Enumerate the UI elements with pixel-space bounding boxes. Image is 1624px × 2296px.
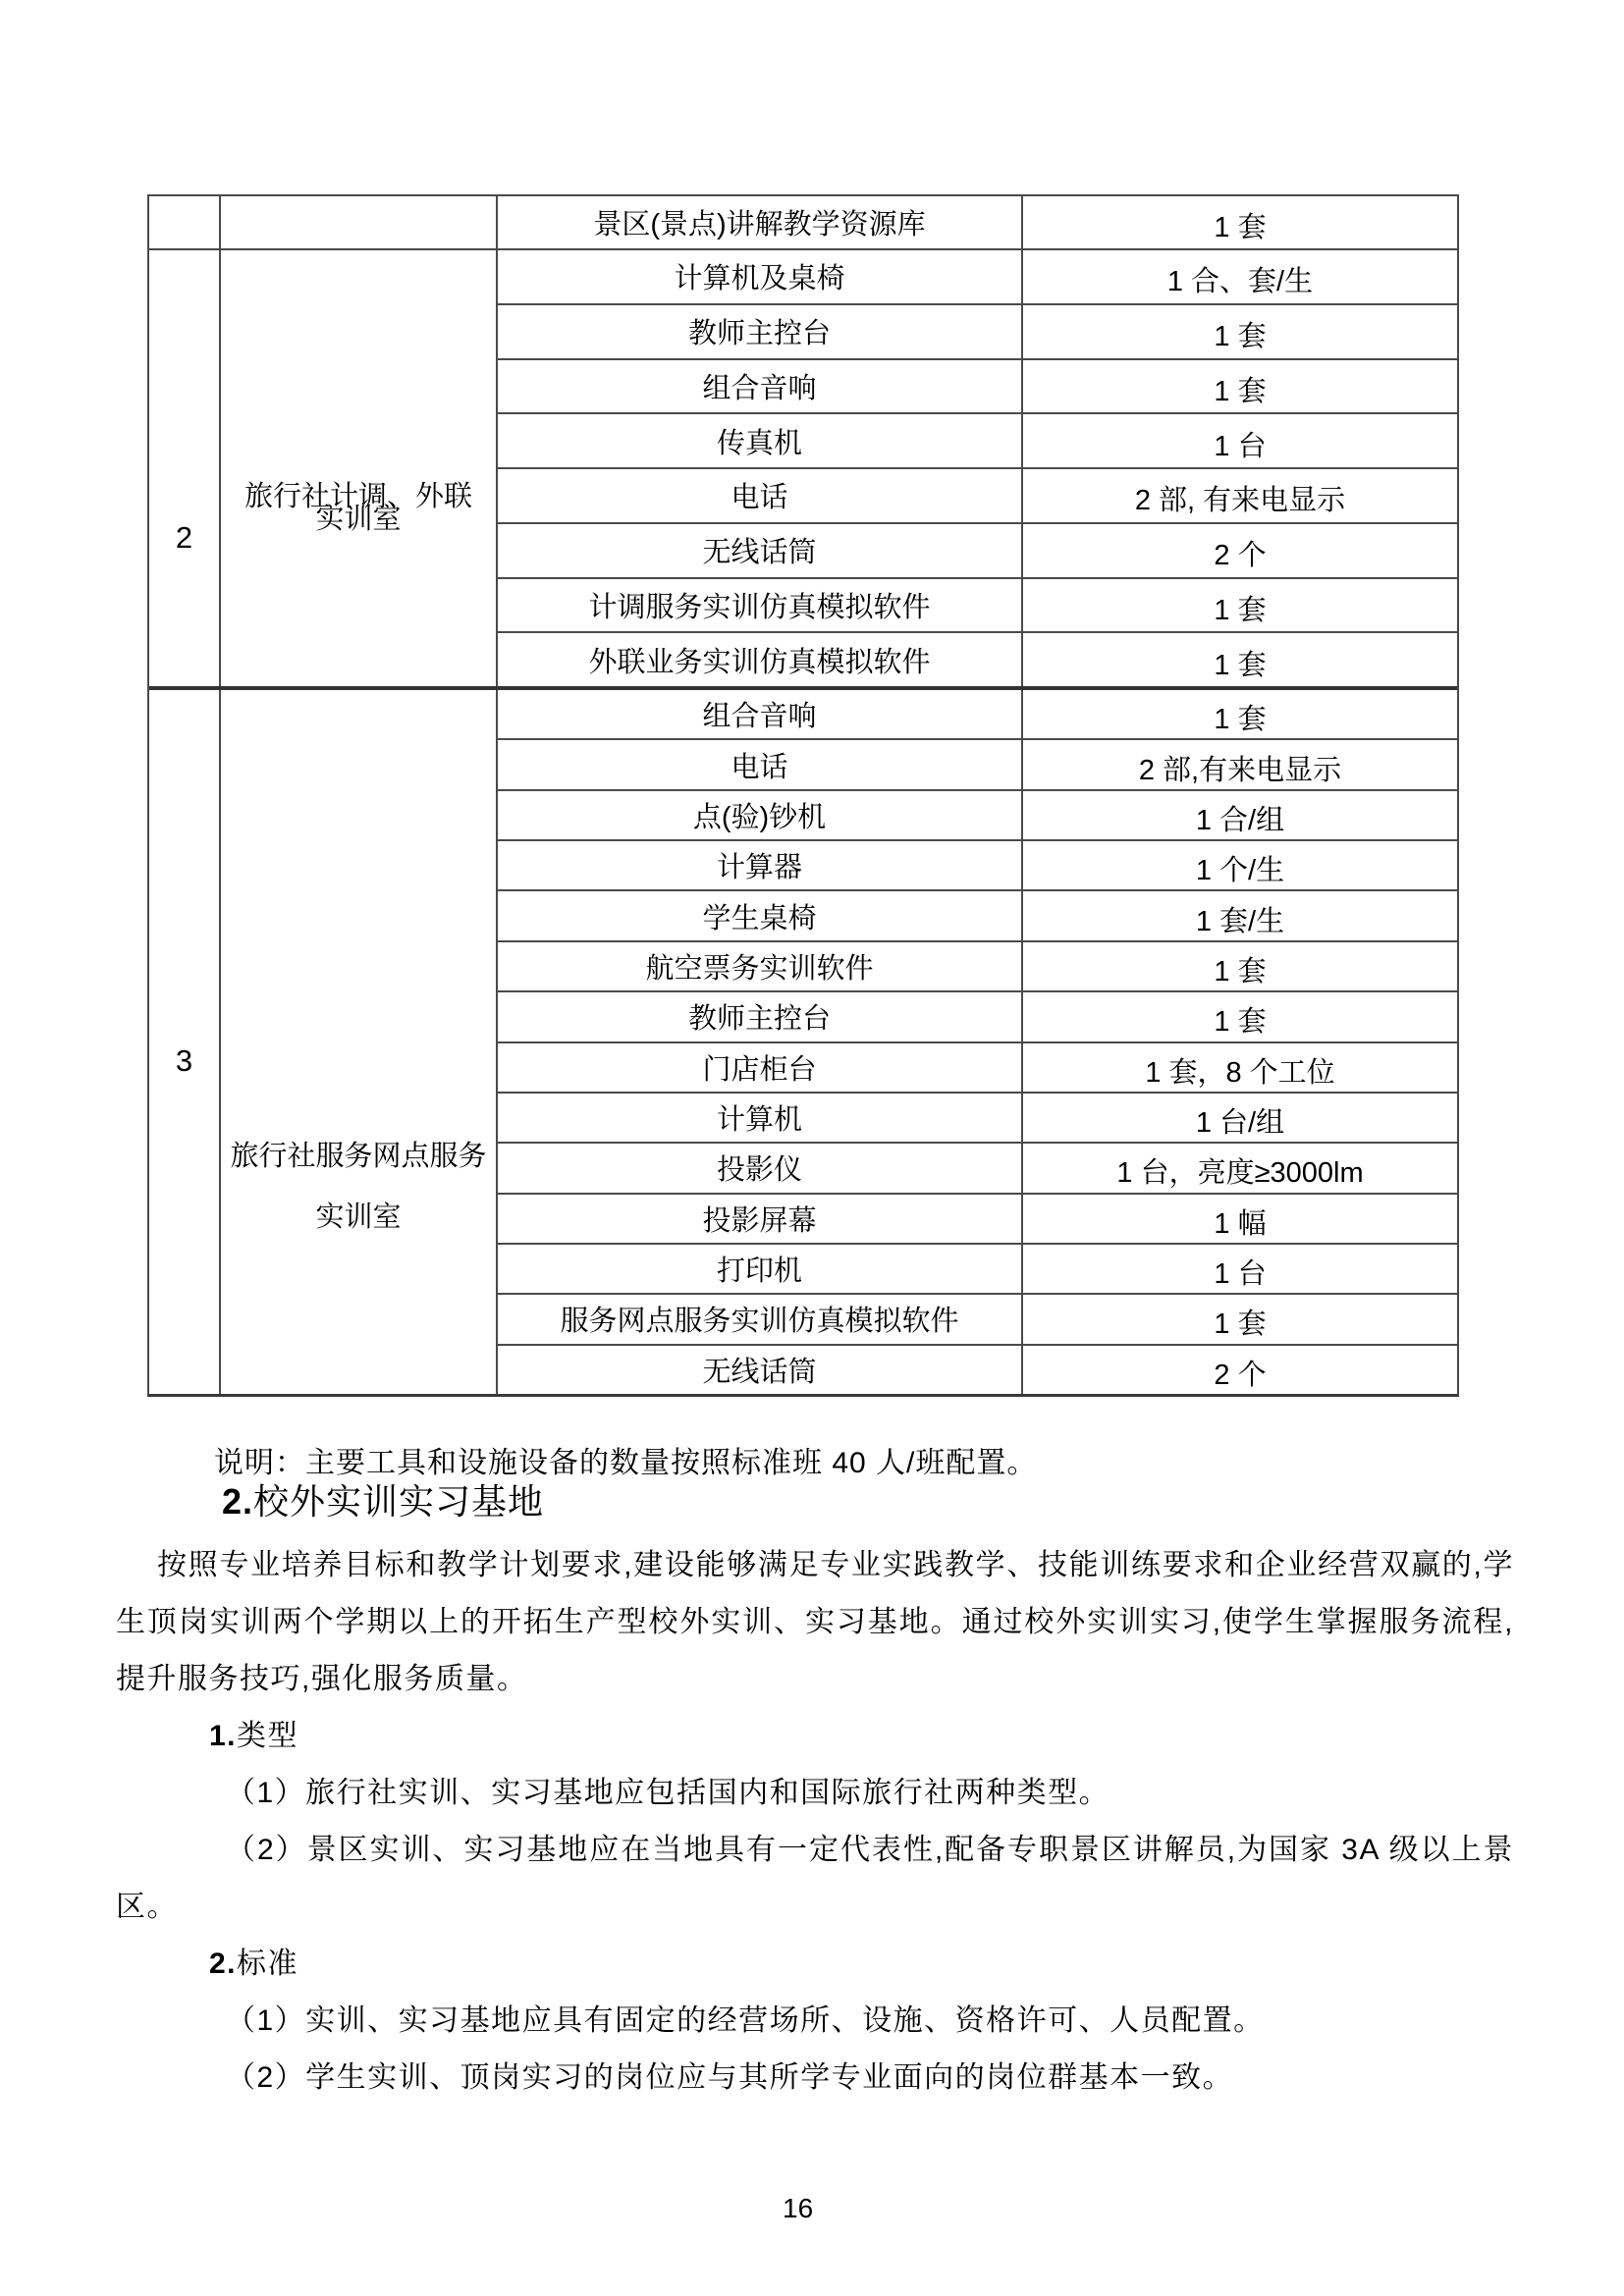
equipment-name-cell: 组合音响 <box>498 690 1023 738</box>
table-row <box>149 196 1457 250</box>
table-row <box>498 1346 1457 1394</box>
table-section <box>149 250 1457 690</box>
quantity-cell: 1 幅 <box>1214 1207 1267 1240</box>
quantity-cell: 1 套 <box>1214 1006 1267 1039</box>
quantity-cell: 2 个 <box>1214 1359 1267 1391</box>
quantity-cell: 1 台 <box>1214 430 1267 462</box>
equipment-name-cell: 教师主控台 <box>498 305 1023 358</box>
section-heading-number: 2. <box>222 1481 254 1522</box>
table-row <box>498 360 1457 415</box>
table-row <box>498 942 1457 992</box>
table-row <box>498 1295 1457 1345</box>
list-heading-number: 1. <box>209 1720 238 1752</box>
equipment-name-cell: 计算机 <box>498 1094 1023 1142</box>
equipment-rows <box>498 690 1457 1394</box>
equipment-name-cell: 无线话筒 <box>498 1346 1023 1394</box>
quantity-cell: 1 个/生 <box>1195 855 1285 887</box>
quantity-cell: 1 套，8 个工位 <box>1145 1056 1335 1089</box>
equipment-name-cell: 学生桌椅 <box>498 891 1023 939</box>
quantity-cell: 1 套 <box>1214 649 1267 681</box>
equipment-name-cell: 投影仪 <box>498 1144 1023 1192</box>
equipment-name-cell: 外联业务实训仿真模拟软件 <box>498 633 1023 686</box>
quantity-cell: 1 套 <box>1214 1308 1267 1341</box>
table-row <box>498 891 1457 941</box>
quantity-cell: 1 台/组 <box>1195 1107 1285 1140</box>
list-heading-number: 2. <box>209 1948 238 1980</box>
table-row <box>498 524 1457 579</box>
table-row <box>498 250 1457 305</box>
equipment-name-cell: 电话 <box>498 469 1023 522</box>
room-name-cell <box>221 690 498 1394</box>
equipment-name-cell: 航空票务实训软件 <box>498 942 1023 990</box>
equipment-name-cell: 服务网点服务实训仿真模拟软件 <box>498 1295 1023 1343</box>
table-row <box>498 740 1457 790</box>
table-row <box>498 841 1457 891</box>
equipment-rows <box>498 250 1457 686</box>
list-heading-text: 类型 <box>237 1720 299 1752</box>
room-name-line: 旅行社计调、外联 <box>244 480 472 512</box>
list-heading-standard <box>116 1936 1514 1993</box>
equipment-name-cell: 点(验)钞机 <box>498 791 1023 839</box>
list-heading-type <box>116 1708 1514 1765</box>
body-paragraph: 按照专业培养目标和教学计划要求,建设能够满足专业实践教学、技能训练要求和企业经营双赢的,学生顶岗实训两个学期以上的开拓生产型校外实训、实习基地。通过校外实训实习,使学生掌握服务流程,提升服务技巧,强化服务质量。 <box>116 1549 1514 1695</box>
quantity-cell: 1 套 <box>1214 375 1267 407</box>
room-name-line: 实训室 <box>315 1201 402 1233</box>
equipment-name-cell: 投影屏幕 <box>498 1195 1023 1243</box>
table-section <box>149 690 1457 1394</box>
table-row <box>498 992 1457 1042</box>
room-name-cell <box>221 250 498 686</box>
room-name-cell <box>221 196 498 248</box>
list-item: （1）旅行社实训、实习基地应包括国内和国际旅行社两种类型。 <box>226 1777 1110 1809</box>
equipment-name-cell: 景区(景点)讲解教学资源库 <box>498 196 1023 248</box>
section-heading-text: 校外实训实习基地 <box>253 1481 545 1522</box>
table-row <box>498 1144 1457 1194</box>
equipment-name-cell: 无线话筒 <box>498 524 1023 577</box>
list-item: （2）学生实训、顶岗实习的岗位应与其所学专业面向的岗位群基本一致。 <box>226 2061 1234 2094</box>
quantity-cell: 1 套 <box>1214 704 1267 736</box>
list-item: （1）实训、实习基地应具有固定的经营场所、设施、资格许可、人员配置。 <box>226 2004 1265 2037</box>
room-name-line: 旅行社服务网点服务 <box>230 1141 487 1172</box>
quantity-cell: 1 套 <box>1214 955 1267 988</box>
room-name-line: 实训室 <box>315 503 402 535</box>
quantity-cell: 1 套/生 <box>1195 905 1285 937</box>
quantity-cell: 1 套 <box>1214 594 1267 626</box>
body-text <box>116 1537 1514 2107</box>
section-heading <box>222 1474 544 1524</box>
table-row <box>498 1195 1457 1245</box>
equipment-name-cell: 打印机 <box>498 1245 1023 1293</box>
table-row <box>498 579 1457 634</box>
quantity-cell: 2 个 <box>1214 540 1267 572</box>
quantity-cell: 1 台，亮度≥3000lm <box>1116 1157 1364 1190</box>
page-number: 16 <box>783 2193 814 2223</box>
list-heading-text: 标准 <box>237 1948 299 1980</box>
equipment-name-cell: 计算器 <box>498 841 1023 889</box>
equipment-name-cell: 教师主控台 <box>498 992 1023 1041</box>
table-row <box>498 305 1457 360</box>
quantity-cell: 1 合/组 <box>1195 804 1285 836</box>
equipment-name-cell: 门店柜台 <box>498 1043 1023 1092</box>
table-row <box>498 690 1457 740</box>
table-row <box>498 414 1457 469</box>
quantity-cell: 1 套 <box>1214 321 1267 353</box>
table-row <box>498 1245 1457 1295</box>
table-row <box>498 791 1457 841</box>
equipment-name-cell: 传真机 <box>498 414 1023 467</box>
table-row <box>498 1043 1457 1094</box>
equipment-name-cell: 计调服务实训仿真模拟软件 <box>498 579 1023 632</box>
equipment-name-cell: 计算机及桌椅 <box>498 250 1023 303</box>
row-number-cell <box>149 196 221 248</box>
row-number-cell: 3 <box>149 690 221 1394</box>
quantity-cell: 1 套 <box>1214 212 1267 243</box>
equipment-name-cell: 组合音响 <box>498 360 1023 413</box>
table-row <box>498 633 1457 686</box>
quantity-cell: 2 部,有来电显示 <box>1138 754 1342 786</box>
table-row <box>498 1094 1457 1144</box>
equipment-table <box>147 194 1459 1397</box>
row-number-cell: 2 <box>149 250 221 686</box>
table-row <box>498 469 1457 524</box>
quantity-cell: 1 合、套/生 <box>1166 266 1314 298</box>
table-note: 说明：主要工具和设施设备的数量按照标准班 40 人/班配置。 <box>214 1447 1038 1479</box>
equipment-name-cell: 电话 <box>498 740 1023 788</box>
quantity-cell: 1 台 <box>1214 1258 1267 1291</box>
quantity-cell: 2 部, 有来电显示 <box>1134 485 1346 517</box>
list-item: （2）景区实训、实习基地应在当地具有一定代表性,配备专职景区讲解员,为国家 3A 级以上景区。 <box>116 1834 1514 1923</box>
